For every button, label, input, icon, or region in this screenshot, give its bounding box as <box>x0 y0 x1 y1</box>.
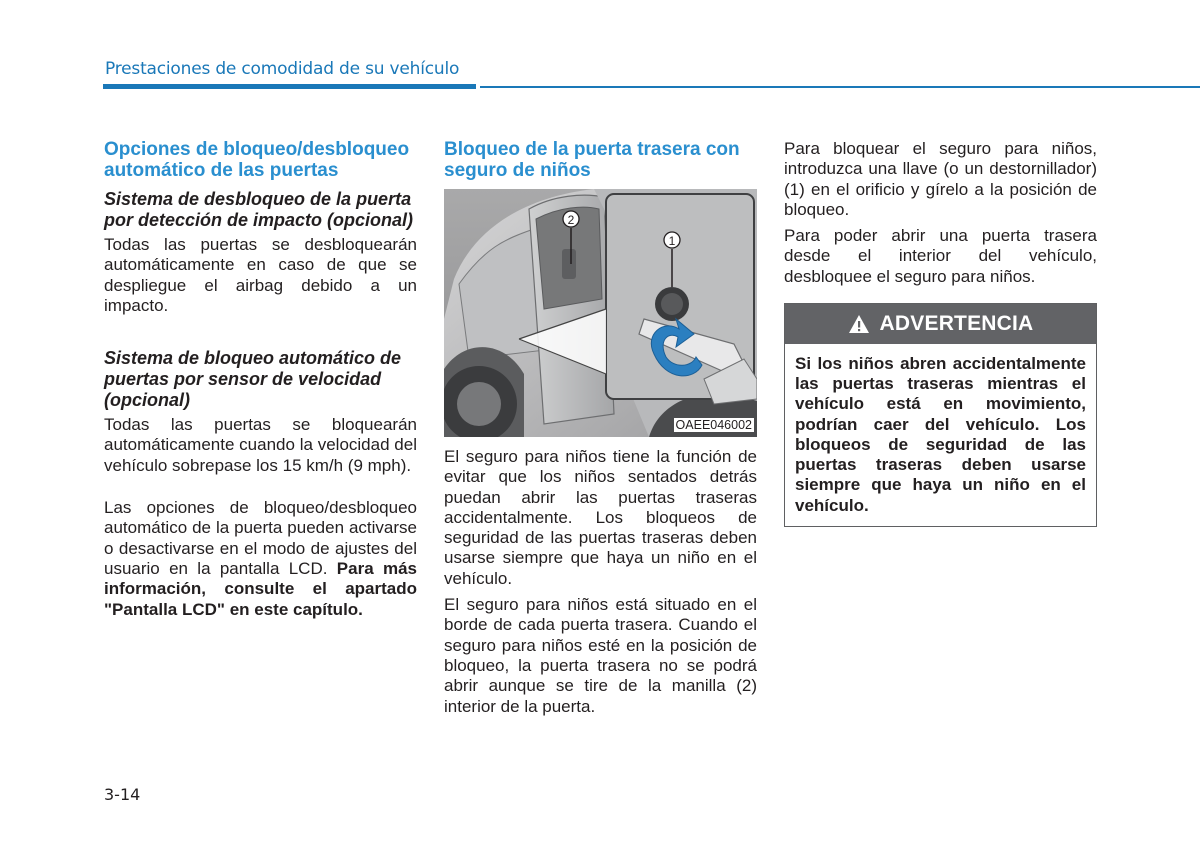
child-lock-illustration <box>444 189 757 437</box>
column-right <box>784 139 1097 527</box>
figure-code: OAEE046002 <box>675 418 752 432</box>
warning-triangle-icon <box>848 314 870 334</box>
callout-1-label: 1 <box>668 234 676 248</box>
subheading-speed-lock: Sistema de bloqueo automático de puertas por sensor de velocidad (opcional) <box>104 348 402 411</box>
header-rule-thick <box>103 84 476 89</box>
header-rule-thin <box>480 86 1200 88</box>
paragraph-lock-instructions: Para bloquear el seguro para niños, introduzca una llave (o un destornillador) (1) en el orificio y gírelo a la posición de bloqueo. <box>784 139 1097 219</box>
heading-auto-lock-options: Opciones de bloqueo/desbloqueo automático de las puertas <box>104 139 410 181</box>
lcd-settings-text: Las opciones de bloqueo/desbloqueo automático de la puerta pueden activarse o desactivarse en el modo de ajustes del usuario en la pantalla LCD. <box>104 498 417 578</box>
subheading-impact-unlock: Sistema de desbloqueo de la puerta por detección de impacto (opcional) <box>104 189 414 230</box>
section-header-title: Prestaciones de comodidad de su vehículo <box>105 59 460 79</box>
column-middle <box>444 139 757 717</box>
paragraph-child-lock-location: El seguro para niños está situado en el borde de cada puerta trasera. Cuando el seguro para niños esté en la posición de bloqueo, la puerta trasera no se podrá abrir aunque se tire de la manilla (2) interior de la puerta. <box>444 595 757 716</box>
heading-child-lock: Bloqueo de la puerta trasera con seguro de niños <box>444 139 740 181</box>
paragraph-unlock-instructions: Para poder abrir una puerta trasera desde el interior del vehículo, desbloquee el seguro para niños. <box>784 226 1097 286</box>
callout-2-label: 2 <box>567 213 575 227</box>
car-door-illustration <box>444 189 757 437</box>
column-left <box>104 139 417 620</box>
warning-header <box>785 304 1096 344</box>
paragraph-child-lock-purpose: El seguro para niños tiene la función de evitar que los niños sentados detrás puedan abrir las puertas traseras accidentalmente. Los bloqueos de seguridad de las puertas traseras deben usarse siempre que haya un niño en el vehículo. <box>444 447 757 588</box>
paragraph-speed-lock: Todas las puertas se bloquearán automáticamente cuando la velocidad del vehículo sobrepase los 15 km/h (9 mph). <box>104 415 417 475</box>
page-number: 3-14 <box>104 785 141 804</box>
paragraph-lcd-settings <box>104 498 417 620</box>
lcd-settings-reference: Para más información, consulte el apartado "Pantalla LCD" en este capítulo. <box>104 558 417 619</box>
warning-text: Si los niños abren accidentalmente las puertas traseras mientras el vehículo está en movimiento, podrían caer del vehículo. Los bloqueos de seguridad de las puertas traseras deben usarse siempre que haya un niño en el vehículo. <box>795 354 1086 515</box>
warning-title: ADVERTENCIA <box>879 312 1034 336</box>
paragraph-impact-unlock: Todas las puertas se desbloquearán automáticamente en caso de que se despliegue el airbag debido a un impacto. <box>104 235 417 315</box>
warning-box <box>784 303 1097 527</box>
